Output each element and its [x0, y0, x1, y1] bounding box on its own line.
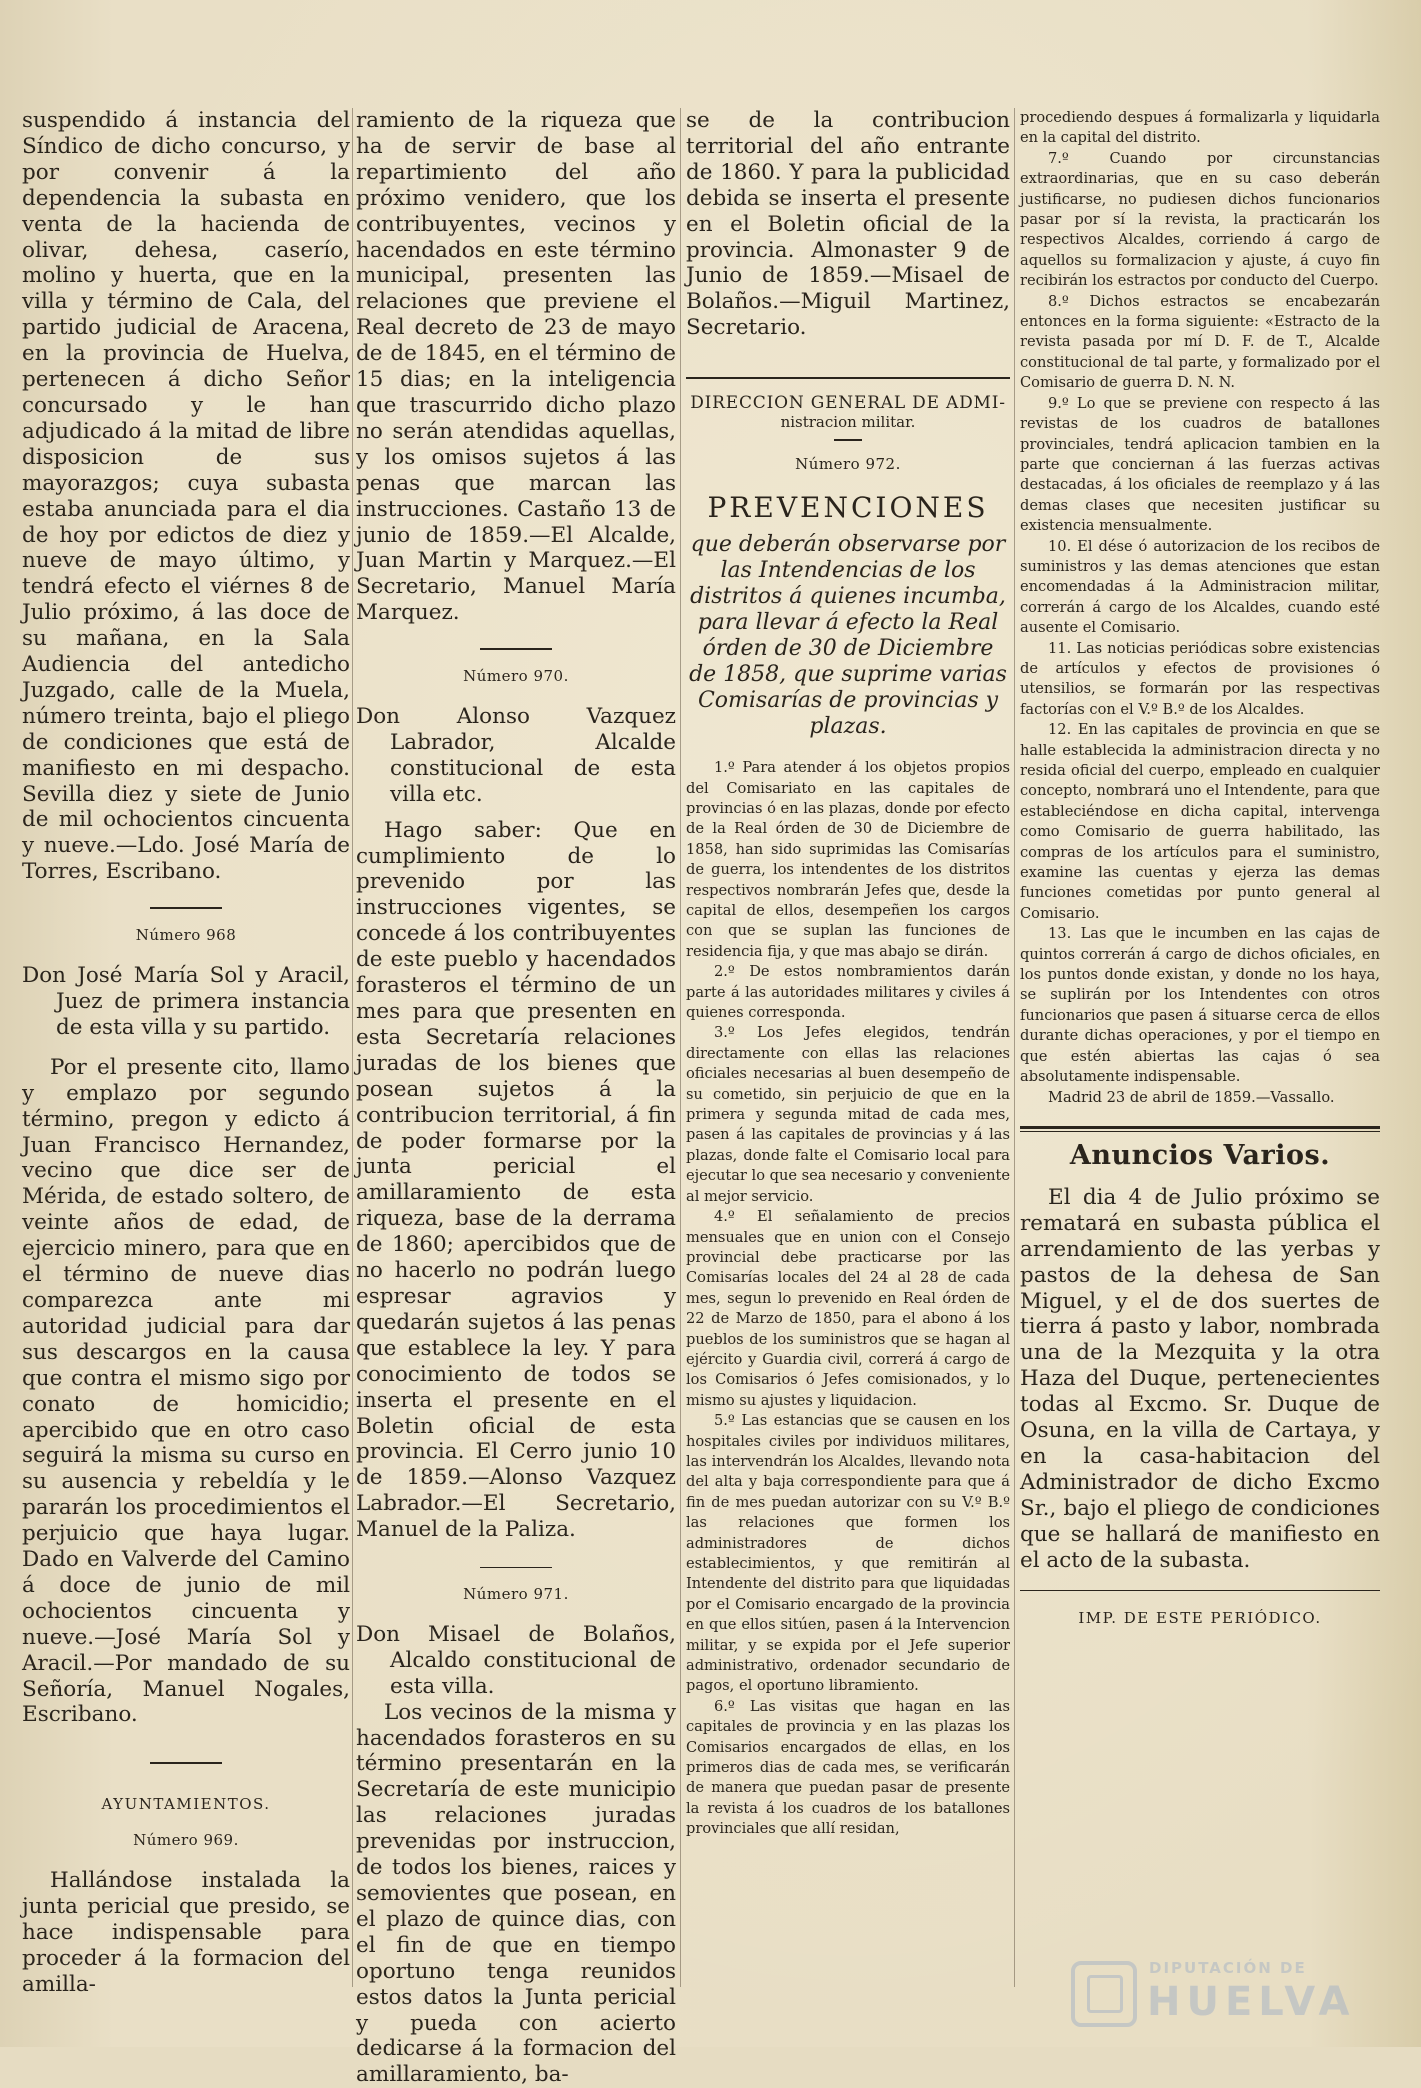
article-item: 2.º De estos nombramientos darán parte á las autoridades militares y civiles á quienes corresponda.	[686, 963, 1010, 1022]
notice-body: Los vecinos de la misma y hacendados forasteros en su término presentarán en la Secretaría de este municipio las relaciones juradas prevenidas por instruccion, de todos los bienes, raices y semovientes que posean, en el plazo de quince dias, con el fin de que en tiempo oportuno tenga reunidos estos datos la Junta pericial y pueda con acierto dedicarse á la formacion del amillaramiento, ba-	[356, 1699, 676, 2088]
article-item: 5.º Las estancias que se causen en los hospitales civiles por individuos militares, las intervendrán los Alcaldes, llevando nota del alta y baja correspondiente para que á fin de mes puedan autorizar con su V.º B.º las relaciones que formen los administradores de dichos establecimientos, y que remitirán al Intendente del distrito para que liquidadas por el Comisario encargado de la provincia en que ellos sitúen, pasen á la Intervencion militar, y se expida por el Jefe superior administrativo, ordenador secundario de pagos, el oportuno libramiento.	[686, 1412, 1010, 1695]
article-item: 8.º Dichos estractos se encabezarán entonces en la forma siguiente: «Estracto de la revista pasada por mí D. F. de T., Alcalde constitucional de tal parte, y formalizado por el Comisario de guerra D. N. N.	[1020, 292, 1380, 392]
article-item: 12. En las capitales de provincia en que se halle establecida la administracion directa y no resida oficial del cuerpo, empleado en cualquier concepto, nombrará uno el Intendente, para que estableciéndose en dicha capital, intervenga como Comisario de guerra habilitado, las compras de los artículos para el suministro, examine las cuentas y ejerza las demas funciones cometidas por punto general al Comisario.	[1020, 721, 1380, 922]
article-item: 11. Las noticias periódicas sobre existencias de artículos y efectos de provisiones ó utensilios, se formarán por las respectivas factorías con el V.º B.º de los Alcaldes.	[1020, 639, 1380, 718]
notice-heading: Don José María Sol y Aracil, Juez de primera instancia de esta villa y su partido.	[22, 963, 350, 1040]
separator	[150, 907, 222, 909]
prevenciones-subtitle: que deberán observarse por las Intendencias de los distritos á quienes incumba, para llevar á efecto la Real órden de 30 de Diciembre de 1858, que suprime varias Comisarías de provincias y plazas.	[689, 532, 1007, 740]
notice-number: Número 971.	[463, 1585, 569, 1604]
article-item: 1.º Para atender á los objetos propios del Comisariato en las capitales de provincias ó en las plazas, donde por efecto de la Real órden de 30 de Diciembre de 1858, han sido suprimidas las Comisarías de guerra, los intendentes de los distritos respectivos nombrarán Jefes que, desde la capital de ellos, desempeñen los cargos con que se suplan las funciones de residencia fija, y que mas abajo se dirán.	[686, 759, 1010, 960]
column-3	[686, 108, 1010, 2007]
column-4	[1020, 108, 1380, 2007]
column-divider	[352, 108, 353, 1987]
signature-line: Madrid 23 de abril de 1859.—Vassallo.	[1048, 1088, 1335, 1106]
separator	[834, 439, 862, 441]
notice-number: Número 970.	[463, 667, 569, 686]
column-2	[356, 108, 676, 2088]
anuncio-body: El dia 4 de Julio próximo se rematará en subasta pública el arrendamiento de las yerbas y pastos de la dehesa de San Miguel, y el de dos suertes de tierra á pasto y labor, nombrada una de la Mezquita y la otra Haza del Duque, pertenecientes todas al Excmo. Sr. Duque de Osuna, en la villa de Cartaya, y en la casa-habitacion del Administrador de dicho Excmo Sr., bajo el pliego de condiciones que se hallará de manifiesto en el acto de la subasta.	[1020, 1184, 1380, 1573]
notice-body: Por el presente cito, llamo y emplazo por segundo término, pregon y edicto á Juan Francisco Hernandez, vecino que dice ser de Mérida, de estado soltero, de veinte años de edad, de ejercicio minero, para que en el término de nueve dias comparezca ante mi autoridad judicial para dar sus descargos en la causa que contra el mismo sigo por conato de homicidio; apercibido que en otro caso seguirá la misma su curso en su ausencia y rebeldía y le pararán los procedimientos el perjuicio que haya lugar. Dado en Valverde del Camino á doce de junio de mil ochocientos cincuenta y nueve.—José María Sol y Aracil.—Por mandado de su Señoría, Manuel Nogales, Escribano.	[22, 1054, 350, 1728]
watermark-line-1: DIPUTACIÓN DE	[1149, 1959, 1307, 1977]
concurso-notice-text: suspendido á instancia del Síndico de dicho concurso, y por convenir á la dependencia la subasta en venta de la hacienda de olivar, dehesa, caserío, molino y huerta, que en la villa y término de Cala, del partido judicial de Aracena, en la provincia de Huelva, pertenecen á dicho Señor concursado y le han adjudicado á la mitad de libre disposicion de sus mayorazgos; cuya subasta estaba anunciada para el dia de hoy por edictos de diez y nueve de mayo último, y tendrá efecto el viérnes 8 de Julio próximo, á las doce de su mañana, en la Sala Audiencia del antedicho Juzgado, calle de la Muela, número treinta, bajo el pliego de condiciones que está de manifiesto en mi despacho. Sevilla diez y siete de Junio de mil ochocientos cincuenta y nueve.—Ldo. José María de Torres, Escribano.	[22, 108, 350, 885]
column-divider	[1014, 108, 1015, 1987]
notice-heading: Don Alonso Vazquez Labrador, Alcalde constitucional de esta villa etc.	[356, 704, 676, 807]
archive-watermark	[1071, 1957, 1356, 2027]
notice-body: se de la contribucion territorial del año entrante de 1860. Y para la publicidad debida se inserta el presente en el Boletin oficial de la provincia. Almonaster 9 de Junio de 1859.—Misael de Bolaños.—Miguil Martinez, Secretario.	[686, 108, 1010, 341]
separator	[480, 1567, 552, 1568]
article-item: 10. El dése ó autorizacion de los recibos de suministros y las demas atenciones que estan encomendadas á la Administracion militar, correrán á cargo de los Alcaldes, cuando esté ausente el Comisario.	[1020, 537, 1380, 637]
notice-heading: Don Misael de Bolaños, Alcaldo constitucional de esta villa.	[356, 1621, 676, 1699]
separator	[480, 648, 552, 650]
section-heading: AYUNTAMIENTOS.	[101, 1795, 271, 1814]
separator	[686, 377, 1010, 379]
article-item: 9.º Lo que se previene con respecto á las revistas de los cuadros de batallones provinciales, tendrá aplicacion tambien en la parte que conciernan á las fuerzas activas destacadas, á los oficiales de reemplazo y á las demas clases que necesiten justificar su existencia mensualmente.	[1020, 394, 1380, 535]
separator	[1020, 1126, 1380, 1132]
separator	[150, 1762, 222, 1764]
article-item: 6.º Las visitas que hagan en las capitales de provincia y en las plazas los Comisarios encargados de ellas, en los primeros dias de cada mes, se verificarán de manera que puedan pasar de presente la revista á los cuadros de los batallones provinciales que allí residan,	[686, 1697, 1010, 1838]
watermark-line-2: HUELVA	[1147, 1979, 1356, 2025]
notice-body: Hallándose instalada la junta pericial que presido, se hace indispensable para proceder á la formacion del amilla-	[22, 1868, 350, 1997]
printer-line: IMP. DE ESTE PERIÓDICO.	[1078, 1608, 1322, 1627]
anuncios-heading: Anuncios Varios.	[1069, 1139, 1331, 1171]
article-item: 4.º El señalamiento de precios mensuales que en union con el Consejo provincial debe practicarse por las Comisarías locales del 24 al 28 de cada mes, segun lo prevenido en Real órden de 22 de Marzo de 1850, para el abono á los pueblos de los suministros que se hagan al ejército y Guardia civil, correrá á cargo de los Comisarios ó Jefes comisionados, y lo mismo su ajustes y liquidacion.	[686, 1208, 1010, 1409]
article-item: 7.º Cuando por circunstancias extraordinarias, que en su caso deberán justificarse, no pudiesen dichos funcionarios pasar por sí la revista, la practicarán los respectivos Alcaldes, corriendo á cargo de aquellos su formalizacion y ajuste, á cuyo fin recibirán los estractos por conducto del Cuerpo.	[1020, 149, 1380, 290]
article-item: 3.º Los Jefes elegidos, tendrán directamente con ellas las relaciones oficiales necesarias al buen desempeño de su cometido, sin perjuicio de que en la primera y segunda mitad de cada mes, pasen á las capitales de provincias y á las plazas, donde falte el Comisario local para ejecutar lo que sea necesario y conveniente al mejor servicio.	[686, 1024, 1010, 1205]
direction-subheading: nistracion militar.	[780, 413, 916, 432]
notice-number: Número 969.	[133, 1831, 239, 1850]
notice-number: Número 968	[135, 926, 237, 945]
separator	[1020, 1590, 1380, 1591]
prevenciones-title: PREVENCIONES	[707, 491, 989, 525]
notice-body: Hago saber: Que en cumplimiento de lo prevenido por las instrucciones vigentes, se concede á los contribuyentes de este pueblo y hacendados forasteros el término de un mes para que presenten en esta Secretaría relaciones juradas de los bienes que posean sujetos á la contribucion territorial, á fin de poder formarse por la junta pericial el amillaramiento de esta riqueza, base de la derrama de 1860; apercibidos que de no hacerlo no podrán luego espresar agravios y quedarán sujetos á las penas que establece la ley. Y para conocimiento de todos se inserta el presente en el Boletin oficial de esta provincia. El Cerro junio 10 de 1859.—Alonso Vazquez Labrador.—El Secretario, Manuel de la Paliza.	[356, 817, 676, 1543]
column-divider	[680, 108, 681, 1987]
column-1	[22, 108, 350, 2007]
direction-heading: DIRECCION GENERAL DE ADMI-	[690, 393, 1006, 414]
article-item: 13. Las que le incumben en las cajas de quintos correrán á cargo de dichos oficiales, en los puntos donde existan, y donde no los haya, se suplirán por los Intendentes con otros funcionarios que pasen á situarse cerca de ellos durante dichas operaciones, y por el tiempo en que estén abiertas las cajas ó sea absolutamente indispensable.	[1020, 925, 1380, 1086]
article-item: procediendo despues á formalizarla y liquidarla en la capital del distrito.	[1020, 109, 1380, 147]
notice-body: ramiento de la riqueza que ha de servir de base al repartimiento del año próximo venidero, que los contribuyentes, vecinos y hacendados en este término municipal, presenten las relaciones que previene el Real decreto de 23 de mayo de de 1845, en el término de 15 dias; en la inteligencia que trascurrido dicho plazo no serán atendidas aquellas, y los omisos sujetos á las penas que marcan las instrucciones. Castaño 13 de junio de 1859.—El Alcalde, Juan Martin y Marquez.—El Secretario, Manuel María Marquez.	[356, 108, 676, 626]
building-icon	[1071, 1961, 1137, 2027]
notice-number: Número 972.	[795, 455, 901, 474]
